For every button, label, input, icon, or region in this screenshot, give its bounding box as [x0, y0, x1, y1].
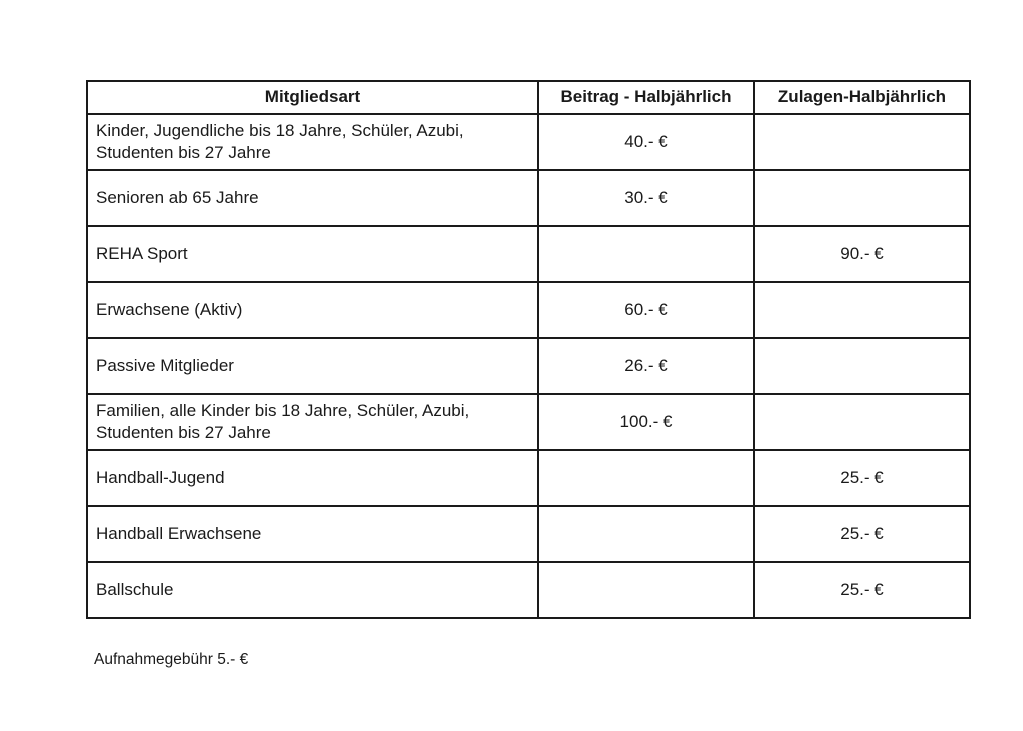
- zulagen-cell: [754, 394, 970, 450]
- admission-fee-note: Aufnahmegebühr 5.- €: [94, 651, 249, 668]
- zulagen-cell: 25.- €: [754, 450, 970, 506]
- zulagen-cell: [754, 114, 970, 170]
- table-row: [87, 394, 970, 450]
- table-row: [87, 562, 970, 618]
- membership-type-cell: Kinder, Jugendliche bis 18 Jahre, Schüler, Azubi, Studenten bis 27 Jahre: [87, 114, 538, 170]
- zulagen-cell: 25.- €: [754, 562, 970, 618]
- zulagen-cell: 90.- €: [754, 226, 970, 282]
- membership-type-cell: Senioren ab 65 Jahre: [87, 170, 538, 226]
- beitrag-cell: 100.- €: [538, 394, 754, 450]
- header-fee-halfyearly: Beitrag - Halbjährlich: [538, 81, 754, 114]
- beitrag-cell: [538, 226, 754, 282]
- table-row: [87, 282, 970, 338]
- membership-type-cell: REHA Sport: [87, 226, 538, 282]
- table-row: [87, 226, 970, 282]
- beitrag-cell: [538, 450, 754, 506]
- beitrag-cell: [538, 562, 754, 618]
- membership-type-cell: Handball Erwachsene: [87, 506, 538, 562]
- table-row: [87, 170, 970, 226]
- table-row: [87, 450, 970, 506]
- beitrag-cell: 26.- €: [538, 338, 754, 394]
- beitrag-cell: 30.- €: [538, 170, 754, 226]
- membership-type-cell: Erwachsene (Aktiv): [87, 282, 538, 338]
- header-membership-type: Mitgliedsart: [87, 81, 538, 114]
- zulagen-cell: [754, 170, 970, 226]
- zulagen-cell: [754, 282, 970, 338]
- header-surcharge-halfyearly: Zulagen-Halbjährlich: [754, 81, 970, 114]
- membership-type-cell: Ballschule: [87, 562, 538, 618]
- membership-type-cell: Familien, alle Kinder bis 18 Jahre, Schüler, Azubi, Studenten bis 27 Jahre: [87, 394, 538, 450]
- table-row: [87, 338, 970, 394]
- header-row: [87, 81, 970, 114]
- membership-fees-table: [86, 80, 971, 619]
- membership-type-cell: Handball-Jugend: [87, 450, 538, 506]
- beitrag-cell: [538, 506, 754, 562]
- membership-type-cell: Passive Mitglieder: [87, 338, 538, 394]
- zulagen-cell: 25.- €: [754, 506, 970, 562]
- beitrag-cell: 40.- €: [538, 114, 754, 170]
- zulagen-cell: [754, 338, 970, 394]
- table-row: [87, 114, 970, 170]
- table-row: [87, 506, 970, 562]
- beitrag-cell: 60.- €: [538, 282, 754, 338]
